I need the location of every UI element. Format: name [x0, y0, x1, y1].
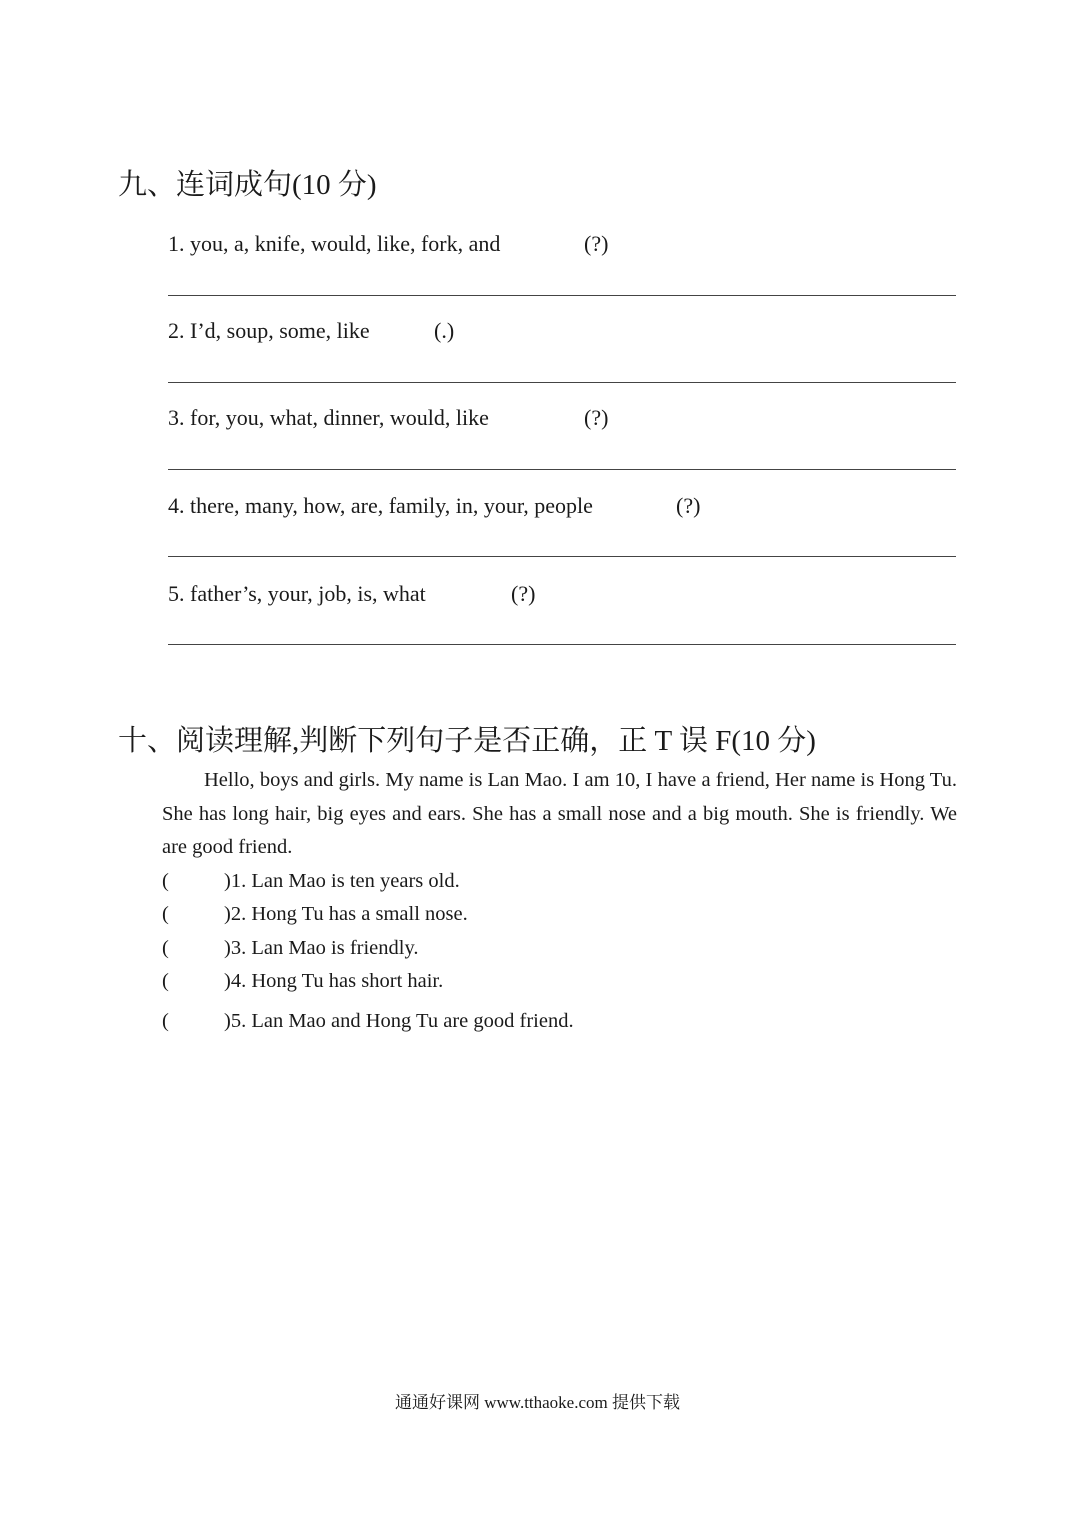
answer-line-3[interactable]: [168, 469, 956, 470]
answer-line-5[interactable]: [168, 644, 956, 645]
tf-item-1-text: )1. Lan Mao is ten years old.: [224, 870, 460, 892]
tf-item-1: [162, 868, 460, 894]
tf-item-1-blank[interactable]: (: [162, 870, 169, 892]
question-5-words: 5. father’s, your, job, is, what: [168, 581, 426, 606]
tf-item-5-text: )5. Lan Mao and Hong Tu are good friend.: [224, 1010, 574, 1032]
question-1: [168, 231, 609, 257]
question-4-words: 4. there, many, how, are, family, in, your, people: [168, 493, 593, 518]
section-9-title: 九、连词成句(10 分): [118, 169, 377, 201]
tf-item-5-blank[interactable]: (: [162, 1010, 169, 1032]
question-3-punct: (?): [584, 405, 609, 430]
tf-item-4: [162, 968, 443, 994]
tf-item-5: [162, 1008, 574, 1034]
question-4: [168, 493, 701, 519]
question-2-words: 2. I’d, soup, some, like: [168, 318, 370, 343]
answer-line-2[interactable]: [168, 382, 956, 383]
footer-credit: 通通好课网 www.tthaoke.com 提供下载: [394, 1393, 681, 1412]
question-2-punct: (.): [434, 318, 455, 343]
tf-item-3-text: )3. Lan Mao is friendly.: [224, 937, 419, 959]
tf-item-4-text: )4. Hong Tu has short hair.: [224, 970, 444, 992]
reading-passage: Hello, boys and girls. My name is Lan Mao. I am 10, I have a friend, Her name is Hong Tu. She has long hair, big eyes and ears. She has a small nose and a big mouth. She is friendly. We are good friend.: [162, 769, 957, 858]
answer-line-1[interactable]: [168, 295, 956, 296]
tf-item-2-blank[interactable]: (: [162, 903, 169, 925]
question-2: [168, 318, 455, 344]
question-5-punct: (?): [511, 581, 536, 606]
tf-item-3-blank[interactable]: (: [162, 937, 169, 959]
question-1-words: 1. you, a, knife, would, like, fork, and: [168, 231, 501, 256]
question-5: [168, 581, 536, 607]
tf-item-3: [162, 935, 419, 961]
tf-item-4-blank[interactable]: (: [162, 970, 169, 992]
tf-item-2-text: )2. Hong Tu has a small nose.: [224, 903, 468, 925]
question-3: [168, 405, 609, 431]
question-1-punct: (?): [584, 231, 609, 256]
answer-line-4[interactable]: [168, 556, 956, 557]
question-3-words: 3. for, you, what, dinner, would, like: [168, 405, 489, 430]
tf-item-2: [162, 901, 468, 927]
question-4-punct: (?): [676, 493, 701, 518]
section-10-title: 十、阅读理解,判断下列句子是否正确，正 T 误 F(10 分): [118, 725, 816, 757]
